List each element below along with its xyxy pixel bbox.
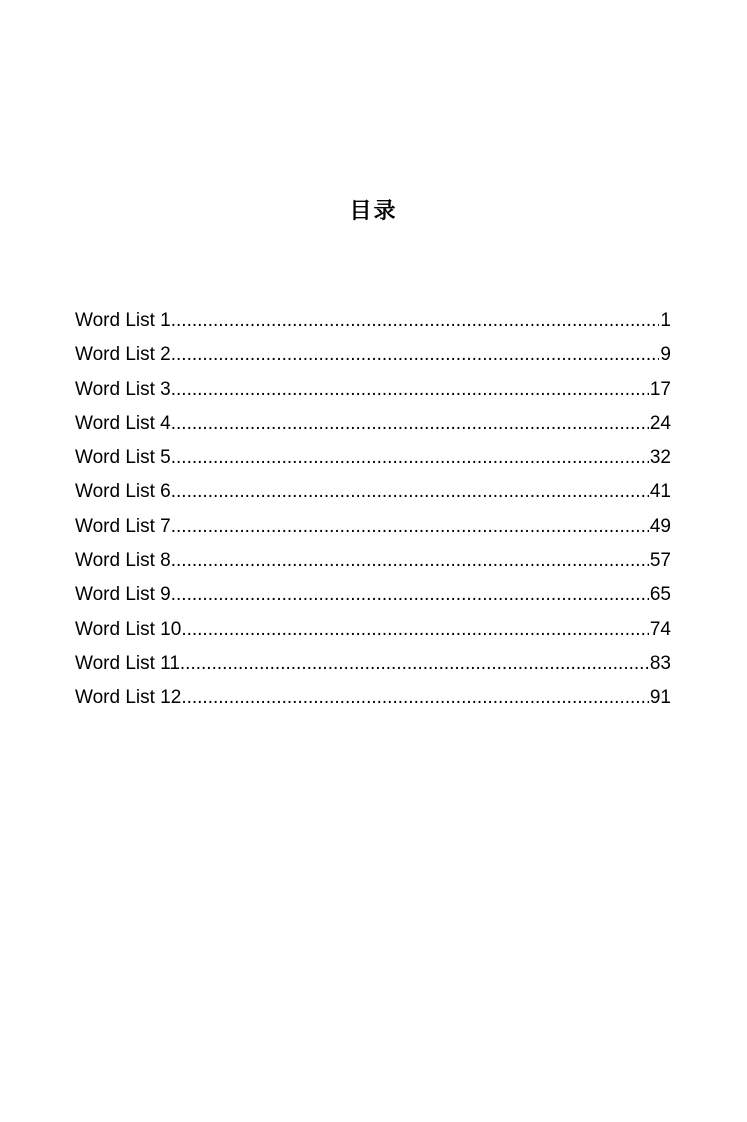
toc-entry-label: Word List 11	[75, 652, 180, 674]
toc-dot-leader	[171, 475, 649, 509]
toc-page-number: 17	[649, 378, 671, 400]
toc-dot-leader	[171, 373, 649, 407]
toc-entry-label: Word List 10	[75, 618, 182, 640]
toc-dot-leader	[180, 647, 649, 681]
toc-entry[interactable]	[75, 407, 671, 441]
toc-dot-leader	[171, 578, 649, 612]
toc-page-number: 91	[649, 687, 671, 709]
toc-dot-leader	[171, 441, 649, 475]
toc-entry[interactable]	[75, 544, 671, 578]
toc-dot-leader	[171, 338, 660, 372]
toc-entry[interactable]	[75, 304, 671, 338]
toc-entry[interactable]	[75, 510, 671, 544]
toc-page-number: 1	[660, 310, 671, 331]
toc-entry[interactable]	[75, 338, 671, 372]
toc-entry-label: Word List 9	[75, 584, 171, 606]
toc-entry[interactable]	[75, 441, 671, 475]
table-of-contents	[75, 304, 671, 716]
toc-page-number: 41	[649, 481, 671, 503]
toc-entry-label: Word List 8	[75, 550, 171, 572]
toc-page-number: 57	[649, 550, 671, 572]
toc-entry-label: Word List 4	[75, 412, 171, 434]
toc-entry-label: Word List 1	[75, 310, 171, 331]
toc-page-number: 9	[660, 344, 671, 366]
toc-entry[interactable]	[75, 613, 671, 647]
toc-entry-label: Word List 2	[75, 344, 171, 366]
toc-entry[interactable]	[75, 681, 671, 715]
toc-entry-label: Word List 3	[75, 378, 171, 400]
toc-dot-leader	[171, 304, 660, 338]
toc-entry-label: Word List 5	[75, 447, 171, 469]
toc-dot-leader	[181, 613, 649, 647]
toc-entry[interactable]	[75, 578, 671, 612]
toc-dot-leader	[171, 510, 649, 544]
toc-page-number: 49	[649, 515, 671, 537]
toc-page-number: 65	[649, 584, 671, 606]
toc-page-number: 32	[649, 447, 671, 469]
toc-page-number: 83	[649, 652, 671, 674]
toc-dot-leader	[181, 681, 649, 715]
toc-entry-label: Word List 6	[75, 481, 171, 503]
toc-entry[interactable]	[75, 373, 671, 407]
toc-entry-label: Word List 7	[75, 515, 171, 537]
toc-entry[interactable]	[75, 647, 671, 681]
page-title: 目录	[349, 198, 398, 224]
toc-page-number: 24	[649, 412, 671, 434]
toc-dot-leader	[171, 544, 649, 578]
toc-page-number: 74	[649, 618, 671, 640]
toc-dot-leader	[171, 407, 649, 441]
toc-entry[interactable]	[75, 475, 671, 509]
toc-entry-label: Word List 12	[75, 687, 182, 709]
